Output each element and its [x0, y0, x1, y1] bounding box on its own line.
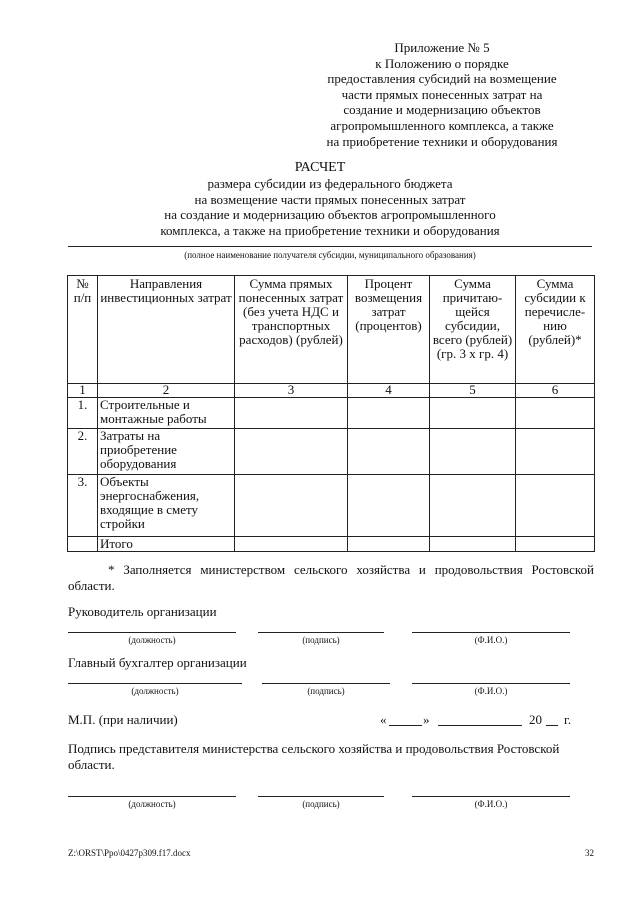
accountant-fio-line[interactable]	[412, 683, 570, 684]
position-caption: (должность)	[128, 799, 176, 809]
row-name: Итого	[98, 537, 235, 552]
fio-caption: (Ф.И.О.)	[474, 686, 508, 696]
appendix-line: Приложение № 5	[394, 40, 490, 55]
table-header-row	[68, 276, 595, 384]
date-quote-close: »	[423, 712, 430, 727]
value-cell[interactable]	[430, 398, 516, 429]
header-cell: Сумма субсидии к перечисле-нию (рублей)*	[516, 276, 595, 384]
row-number: 3.	[68, 475, 98, 537]
date-year-suffix: г.	[564, 712, 572, 727]
value-cell[interactable]	[235, 475, 348, 537]
col-number: 2	[98, 384, 235, 398]
value-cell[interactable]	[516, 475, 595, 537]
value-cell[interactable]	[430, 537, 516, 552]
col-number: 6	[516, 384, 595, 398]
head-fio-line[interactable]	[412, 632, 570, 633]
value-cell[interactable]	[348, 537, 430, 552]
recipient-caption: (полное наименование получателя субсидии, муниципального образования)	[184, 250, 476, 260]
accountant-signature-line[interactable]	[262, 683, 390, 684]
appendix-line: на приобретение техники и оборудования	[326, 133, 558, 149]
date-month-line[interactable]	[438, 725, 522, 726]
table-row	[68, 475, 595, 537]
subsidy-table	[67, 275, 595, 552]
table-number-row	[68, 384, 595, 398]
col-number: 4	[348, 384, 430, 398]
col-number: 3	[235, 384, 348, 398]
footnote: * Заполняется министерством сельского хозяйства и продовольствия Ростовской области.	[68, 562, 594, 593]
document-title: РАСЧЕТ	[294, 160, 346, 175]
value-cell[interactable]	[516, 429, 595, 475]
value-cell[interactable]	[235, 398, 348, 429]
ministry-label: Подпись представителя министерства сельского хозяйства и продовольствия Ростовской области.	[68, 741, 560, 772]
fio-caption: (Ф.И.О.)	[474, 799, 508, 809]
value-cell[interactable]	[516, 398, 595, 429]
accountant-label: Главный бухгалтер организации	[68, 655, 247, 670]
appendix-header	[292, 40, 592, 149]
table-row	[68, 398, 595, 429]
value-cell[interactable]	[430, 429, 516, 475]
signature-caption: (подпись)	[307, 686, 345, 696]
date-quote-open: «	[380, 712, 387, 727]
subtitle-line: на возмещение части прямых понесенных затрат	[194, 191, 466, 207]
accountant-position-line[interactable]	[68, 683, 242, 684]
header-cell: Сумма причитаю-щейся субсидии, всего (рублей) (гр. 3 х гр. 4)	[430, 276, 516, 384]
row-number: 1.	[68, 398, 98, 429]
signature-caption: (подпись)	[302, 635, 340, 645]
document-subtitle	[60, 176, 600, 238]
appendix-line: к Положению о порядке	[375, 55, 509, 71]
appendix-line: создание и модернизацию объектов	[343, 102, 541, 118]
ministry-fio-line[interactable]	[412, 796, 570, 797]
appendix-line: предоставления субсидий на возмещение	[327, 71, 557, 87]
value-cell[interactable]	[235, 429, 348, 475]
header-cell: Направления инвестиционных затрат	[98, 276, 235, 384]
subtitle-line: комплекса, а также на приобретение техники и оборудования	[160, 222, 500, 238]
subtitle-line: на создание и модернизацию объектов агропромышленного	[164, 207, 496, 223]
subtitle-line: размера субсидии из федерального бюджета	[207, 176, 453, 191]
value-cell[interactable]	[348, 398, 430, 429]
value-cell[interactable]	[430, 475, 516, 537]
date-year-line[interactable]	[546, 725, 558, 726]
row-name: Затраты на приобретение оборудования	[98, 429, 235, 475]
recipient-line[interactable]	[68, 246, 592, 247]
signature-caption: (подпись)	[302, 799, 340, 809]
page-number: 32	[585, 848, 594, 858]
value-cell[interactable]	[235, 537, 348, 552]
col-number: 5	[430, 384, 516, 398]
position-caption: (должность)	[128, 635, 176, 645]
table-row	[68, 429, 595, 475]
row-name: Строительные и монтажные работы	[98, 398, 235, 429]
header-cell: № п/п	[68, 276, 98, 384]
head-position-line[interactable]	[68, 632, 236, 633]
value-cell[interactable]	[516, 537, 595, 552]
head-label: Руководитель организации	[68, 604, 217, 619]
appendix-line: части прямых понесенных затрат на	[341, 86, 543, 102]
appendix-line: агропромышленного комплекса, а также	[330, 117, 554, 133]
row-number	[68, 537, 98, 552]
head-signature-line[interactable]	[258, 632, 384, 633]
value-cell[interactable]	[348, 475, 430, 537]
date-year-prefix: 20	[529, 712, 542, 727]
table-total-row	[68, 537, 595, 552]
col-number: 1	[68, 384, 98, 398]
fio-caption: (Ф.И.О.)	[474, 635, 508, 645]
value-cell[interactable]	[348, 429, 430, 475]
date-day-line[interactable]	[389, 725, 422, 726]
ministry-signature-line[interactable]	[258, 796, 384, 797]
header-cell: Процент возмещения затрат (процентов)	[348, 276, 430, 384]
position-caption: (должность)	[131, 686, 179, 696]
row-number: 2.	[68, 429, 98, 475]
header-cell: Сумма прямых понесенных затрат (без учета НДС и транспортных расходов) (рублей)	[235, 276, 348, 384]
stamp-label: М.П. (при наличии)	[68, 712, 178, 727]
ministry-position-line[interactable]	[68, 796, 236, 797]
row-name: Объекты энергоснабжения, входящие в смету стройки	[98, 475, 235, 537]
footer-file-path: Z:\ORST\Ppo\0427p309.f17.docx	[68, 848, 191, 858]
